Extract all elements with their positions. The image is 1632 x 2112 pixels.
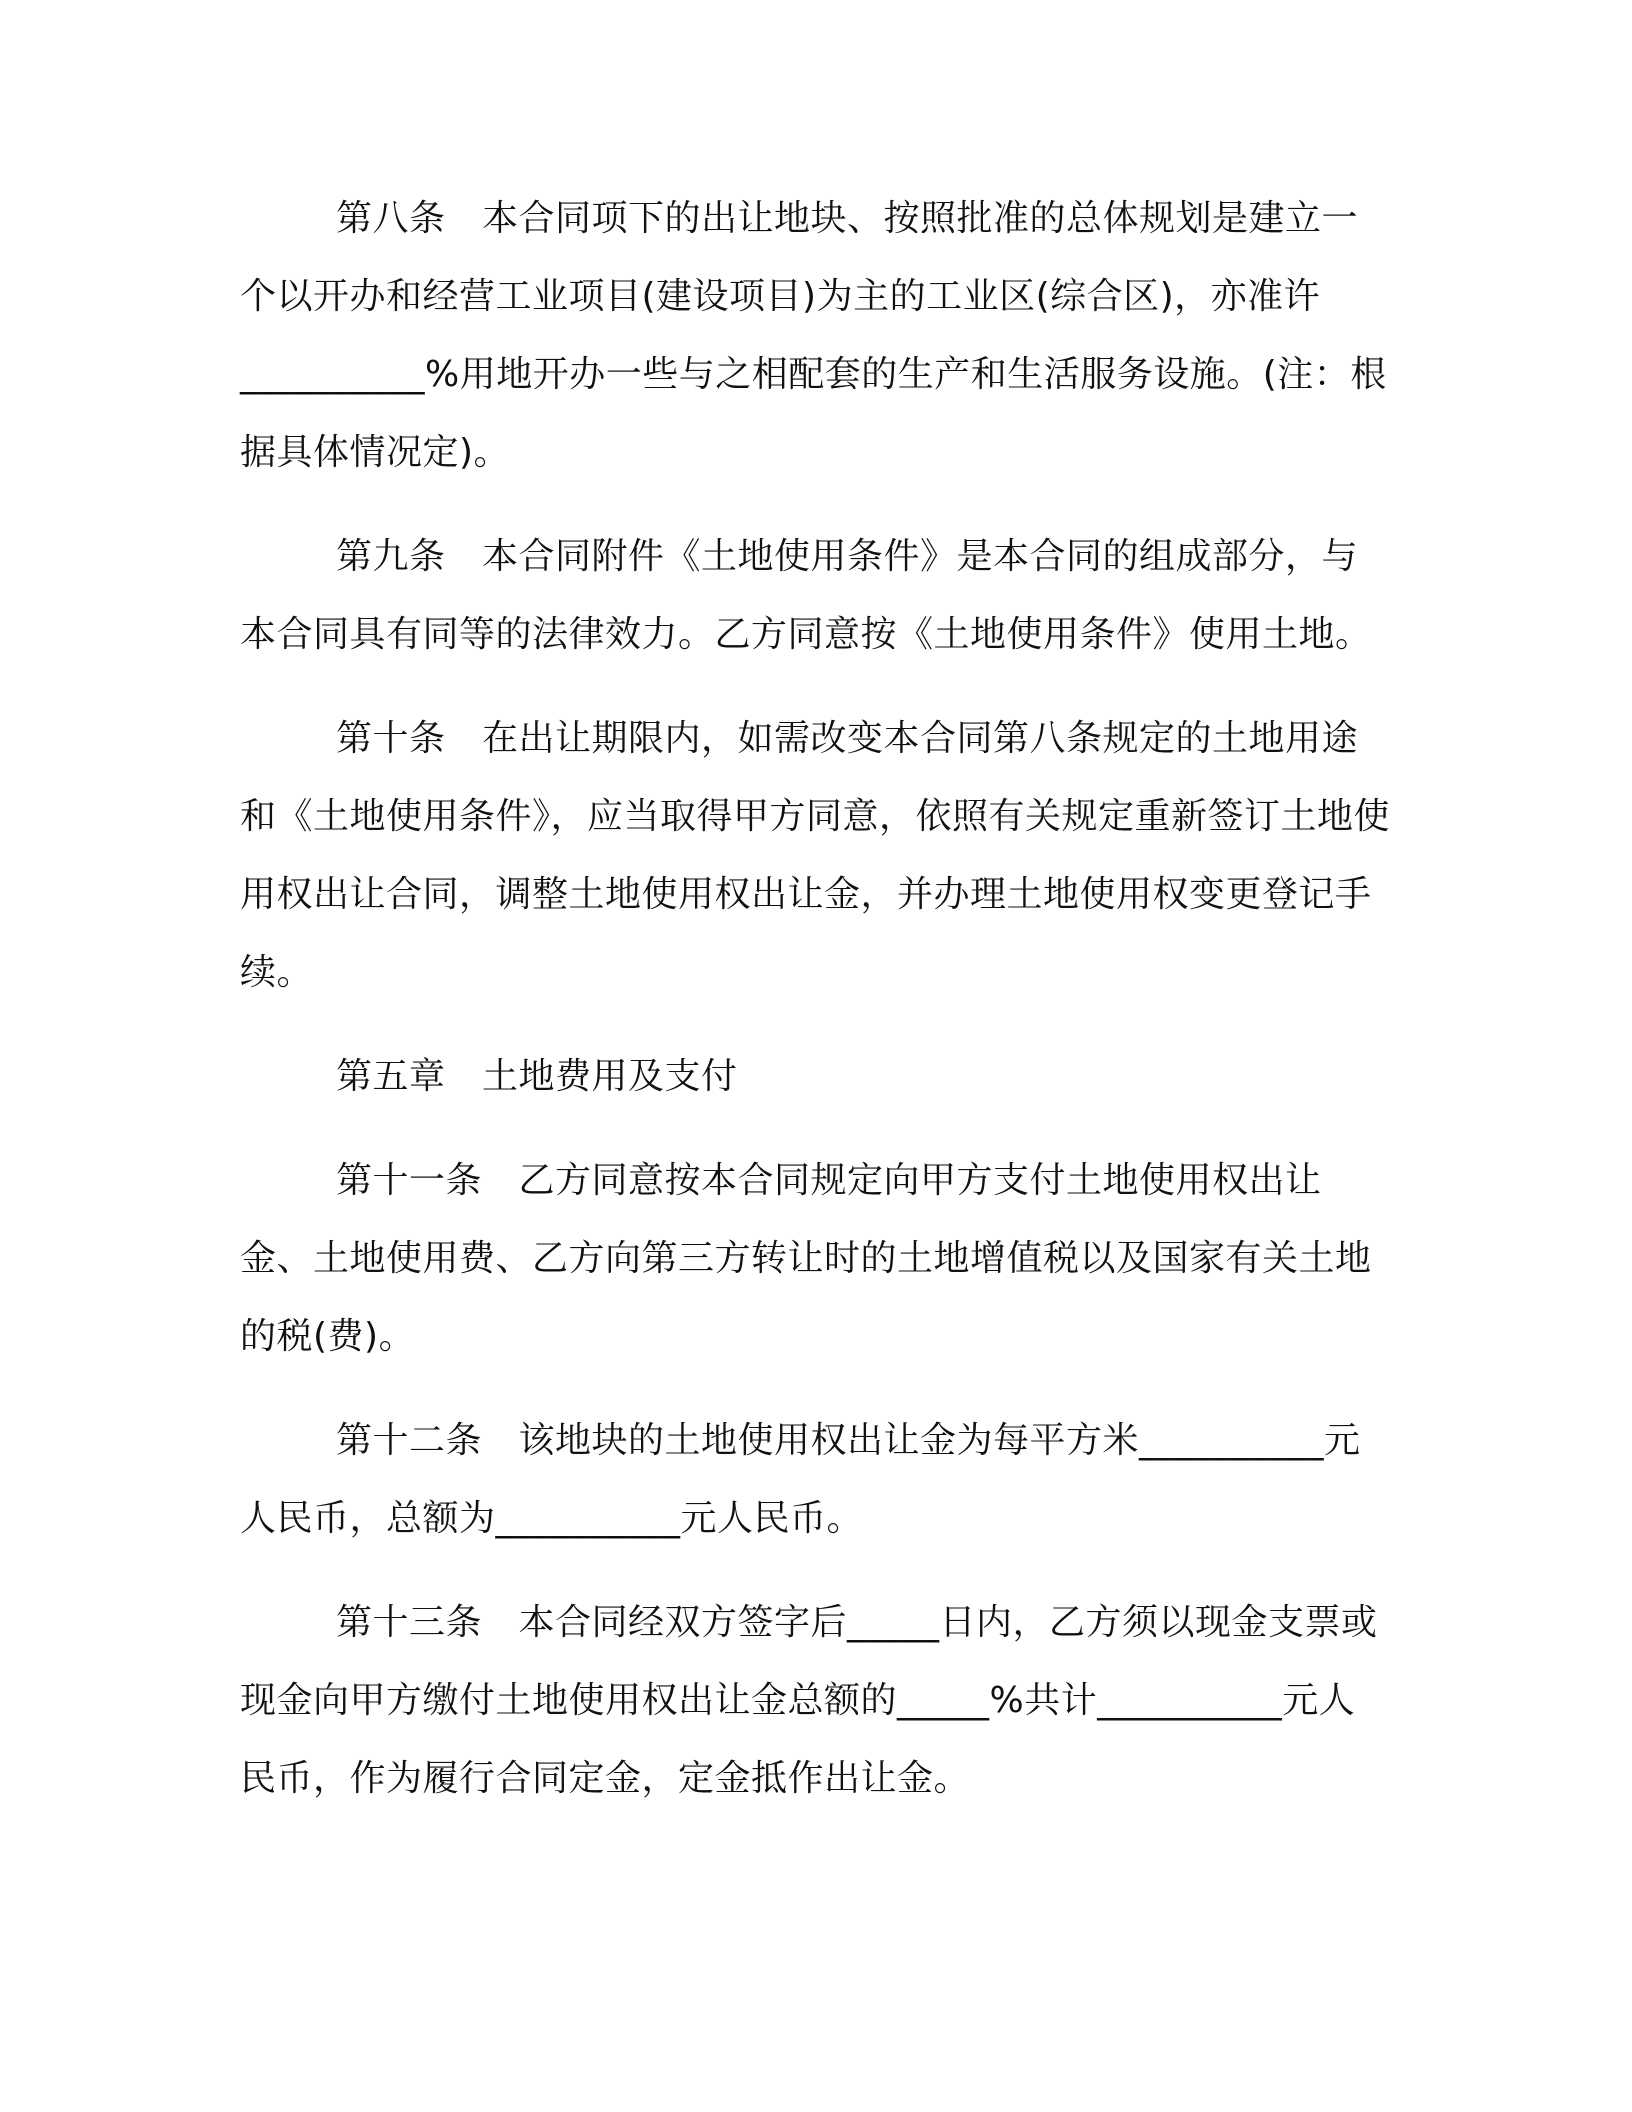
contract-body [240,180,1390,1844]
article-10: 第十条 在出让期限内，如需改变本合同第八条规定的土地用途和《土地使用条件》，应当取得甲方同意，依照有关规定重新签订土地使用权出让合同，调整土地使用权出让金，并办理土地使用权变更登记手续。 [240,718,1391,993]
chapter-5-heading: 第五章 土地费用及支付 [336,1056,738,1097]
article-13: 第十三条 本合同经双方签字后_____日内，乙方须以现金支票或现金向甲方缴付土地使用权出让金总额的_____%共计__________元人民币，作为履行合同定金，定金抵作出让金。 [240,1602,1378,1799]
article-11: 第十一条 乙方同意按本合同规定向甲方支付土地使用权出让金、土地使用费、乙方向第三方转让时的土地增值税以及国家有关土地的税(费)。 [240,1160,1372,1357]
article-8: 第八条 本合同项下的出让地块、按照批准的总体规划是建立一个以开办和经营工业项目(建设项目)为主的工业区(综合区)，亦准许__________%用地开办一些与之相配套的生产和生活服务设施。(注：根据具体情况定)。 [240,198,1387,473]
article-9: 第九条 本合同附件《土地使用条件》是本合同的组成部分，与本合同具有同等的法律效力。乙方同意按《土地使用条件》使用土地。 [240,536,1372,655]
article-12: 第十二条 该地块的土地使用权出让金为每平方米__________元人民币，总额为__________元人民币。 [240,1420,1361,1539]
